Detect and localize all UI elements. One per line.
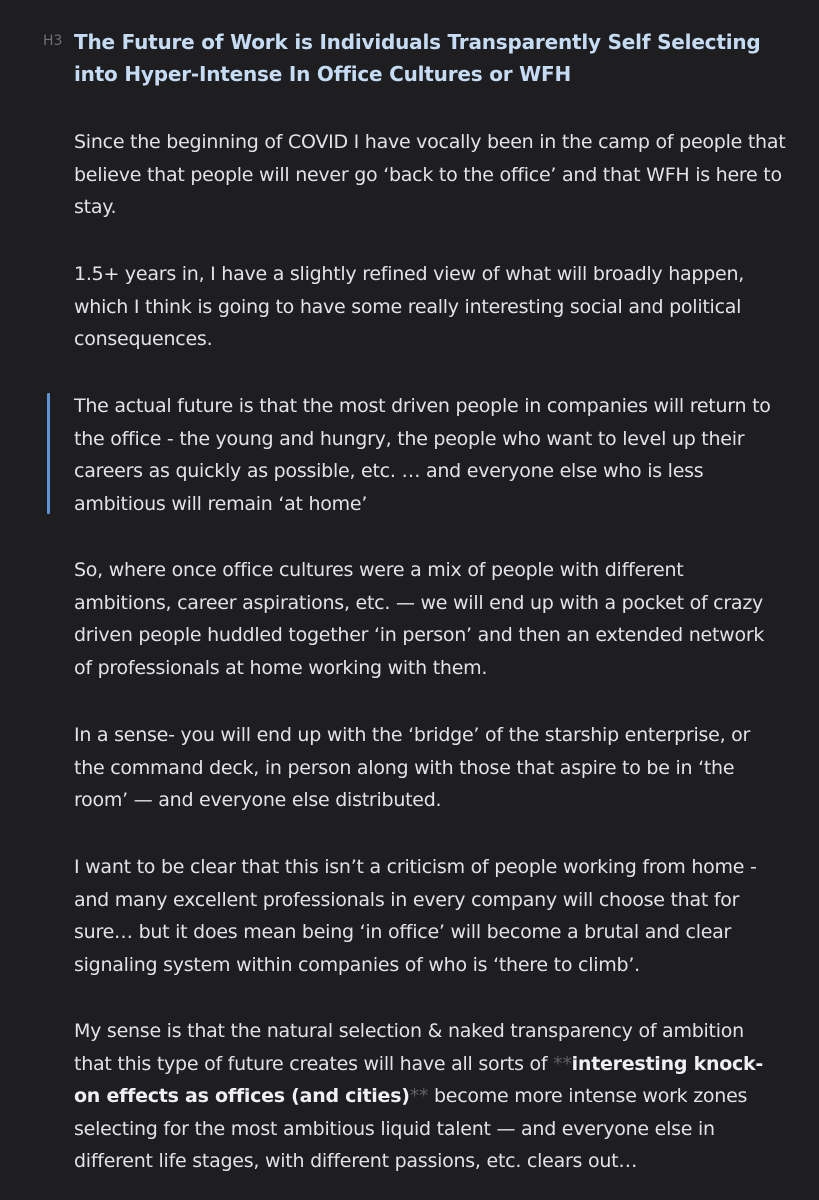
- paragraph-2[interactable]: 1.5+ years in, I have a slightly refined view of what will broadly happen, which I think is going to have some really interesting social and political consequences.: [74, 263, 745, 350]
- paragraph-1[interactable]: Since the beginning of COVID I have vocally been in the camp of people that believe that people will never go ‘back to the office’ and that WFH is here to stay.: [74, 131, 786, 218]
- document-heading[interactable]: The Future of Work is Individuals Transparently Self Selecting into Hyper-Intense In Office Cultures or WFH: [74, 30, 761, 86]
- heading-level-marker: H3: [43, 33, 63, 49]
- bold-open-marker: **: [553, 1052, 572, 1075]
- bold-close-marker: **: [409, 1085, 429, 1107]
- bold-text: interesting knock-on effects as offices (and cities): [74, 1052, 764, 1107]
- paragraph-6-text-before: My sense is that the natural selection & naked transparency of ambition that this type of future creates will have all sorts of: [74, 1020, 744, 1075]
- paragraph-5[interactable]: I want to be clear that this isn’t a criticism of people working from home - and many excellent professionals in every company will choose that for sure… but it does mean being ‘in office’ will become a brutal and clear signaling system within companies of who is ‘there to climb’.: [74, 856, 757, 976]
- blockquote-bar: [47, 393, 50, 514]
- blockquote-text[interactable]: The actual future is that the most driven people in companies will return to the office - the young and hungry, the people who want to level up their careers as quickly as possible, etc. … and everyone else who is less ambitious will remain ‘at home’: [74, 395, 771, 515]
- paragraph-4[interactable]: In a sense- you will end up with the ‘bridge’ of the starship enterprise, or the command deck, in person along with those that aspire to be in ‘the room’ — and everyone else distributed.: [74, 724, 751, 811]
- paragraph-6[interactable]: [74, 1015, 786, 1178]
- paragraph-6-text-after: become more intense work zones selecting for the most ambitious liquid talent — and everyone else in different life stages, with different passions, etc. clears out…: [74, 1085, 748, 1172]
- paragraph-3[interactable]: So, where once office cultures were a mix of people with different ambitions, career aspirations, etc. — we will end up with a pocket of crazy driven people huddled together ‘in person’ and then an extended network of professionals at home working with them.: [74, 559, 765, 679]
